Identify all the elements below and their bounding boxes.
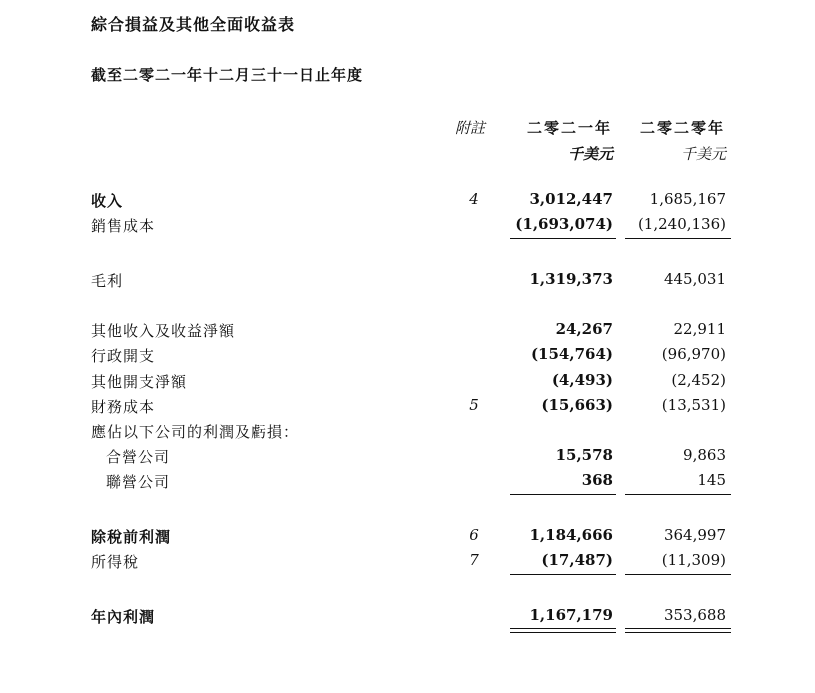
subtotal-rule-current xyxy=(510,494,616,495)
row-prior-admin-expenses: (96,970) xyxy=(661,345,726,363)
subtotal-rule-current xyxy=(510,238,616,239)
statement-period: 截至二零二一年十二月三十一日止年度 xyxy=(91,66,364,84)
row-note-finance-costs: 5 xyxy=(469,396,479,414)
row-current-income-tax: (17,487) xyxy=(541,551,613,569)
row-prior-joint-ventures: 9,863 xyxy=(683,446,726,464)
row-prior-profit-for-year: 353,688 xyxy=(663,606,726,624)
row-current-finance-costs: (15,663) xyxy=(541,396,613,414)
prior-currency-label: 千美元 xyxy=(680,145,726,163)
row-label-finance-costs: 財務成本 xyxy=(91,398,156,416)
row-label-gross-profit: 毛利 xyxy=(91,272,124,290)
row-note-income-tax: 7 xyxy=(469,551,479,569)
row-prior-revenue: 1,685,167 xyxy=(649,190,726,208)
total-double-rule-current-top xyxy=(510,628,616,629)
row-label-profit-before-tax: 除稅前利潤 xyxy=(91,528,172,546)
subtotal-rule-current xyxy=(510,574,616,575)
row-current-profit-before-tax: 1,184,666 xyxy=(529,526,613,544)
row-label-share-of-profits: 應佔以下公司的利潤及虧損： xyxy=(91,423,300,441)
row-prior-profit-before-tax: 364,997 xyxy=(663,526,726,544)
row-prior-associates: 145 xyxy=(697,471,726,489)
row-prior-other-income: 22,911 xyxy=(673,320,726,338)
subtotal-rule-prior xyxy=(625,238,731,239)
row-current-joint-ventures: 15,578 xyxy=(555,446,613,464)
total-double-rule-current-bottom xyxy=(510,632,616,633)
row-prior-gross-profit: 445,031 xyxy=(663,270,726,288)
current-currency-label: 千美元 xyxy=(567,145,613,163)
row-prior-income-tax: (11,309) xyxy=(661,551,726,569)
row-current-other-expenses: (4,493) xyxy=(551,371,613,389)
subtotal-rule-prior xyxy=(625,574,731,575)
row-label-admin-expenses: 行政開支 xyxy=(91,347,156,365)
row-label-other-income: 其他收入及收益淨額 xyxy=(91,322,236,340)
total-double-rule-prior-bottom xyxy=(625,632,731,633)
row-label-profit-for-year: 年內利潤 xyxy=(91,608,156,626)
row-current-cost-of-sales: (1,693,074) xyxy=(515,215,613,233)
prior-year-header: 二零二零年 xyxy=(640,119,726,137)
row-current-revenue: 3,012,447 xyxy=(529,190,613,208)
row-current-other-income: 24,267 xyxy=(555,320,613,338)
row-label-revenue: 收入 xyxy=(91,192,124,210)
current-year-header: 二零二一年 xyxy=(527,119,613,137)
subtotal-rule-prior xyxy=(625,494,731,495)
row-label-associates: 聯營公司 xyxy=(106,473,171,491)
row-note-profit-before-tax: 6 xyxy=(469,526,479,544)
row-label-other-expenses: 其他開支淨額 xyxy=(91,373,188,391)
row-current-associates: 368 xyxy=(581,471,613,489)
total-double-rule-prior-top xyxy=(625,628,731,629)
row-prior-finance-costs: (13,531) xyxy=(661,396,726,414)
row-label-cost-of-sales: 銷售成本 xyxy=(91,217,156,235)
row-current-profit-for-year: 1,167,179 xyxy=(529,606,613,624)
row-current-gross-profit: 1,319,373 xyxy=(529,270,613,288)
row-prior-cost-of-sales: (1,240,136) xyxy=(637,215,726,233)
statement-title: 綜合損益及其他全面收益表 xyxy=(91,15,296,34)
row-note-revenue: 4 xyxy=(469,190,479,208)
row-prior-other-expenses: (2,452) xyxy=(671,371,726,389)
note-column-header: 附註 xyxy=(455,119,486,137)
row-current-admin-expenses: (154,764) xyxy=(530,345,613,363)
row-label-income-tax: 所得稅 xyxy=(91,553,140,571)
row-label-joint-ventures: 合營公司 xyxy=(106,448,171,466)
